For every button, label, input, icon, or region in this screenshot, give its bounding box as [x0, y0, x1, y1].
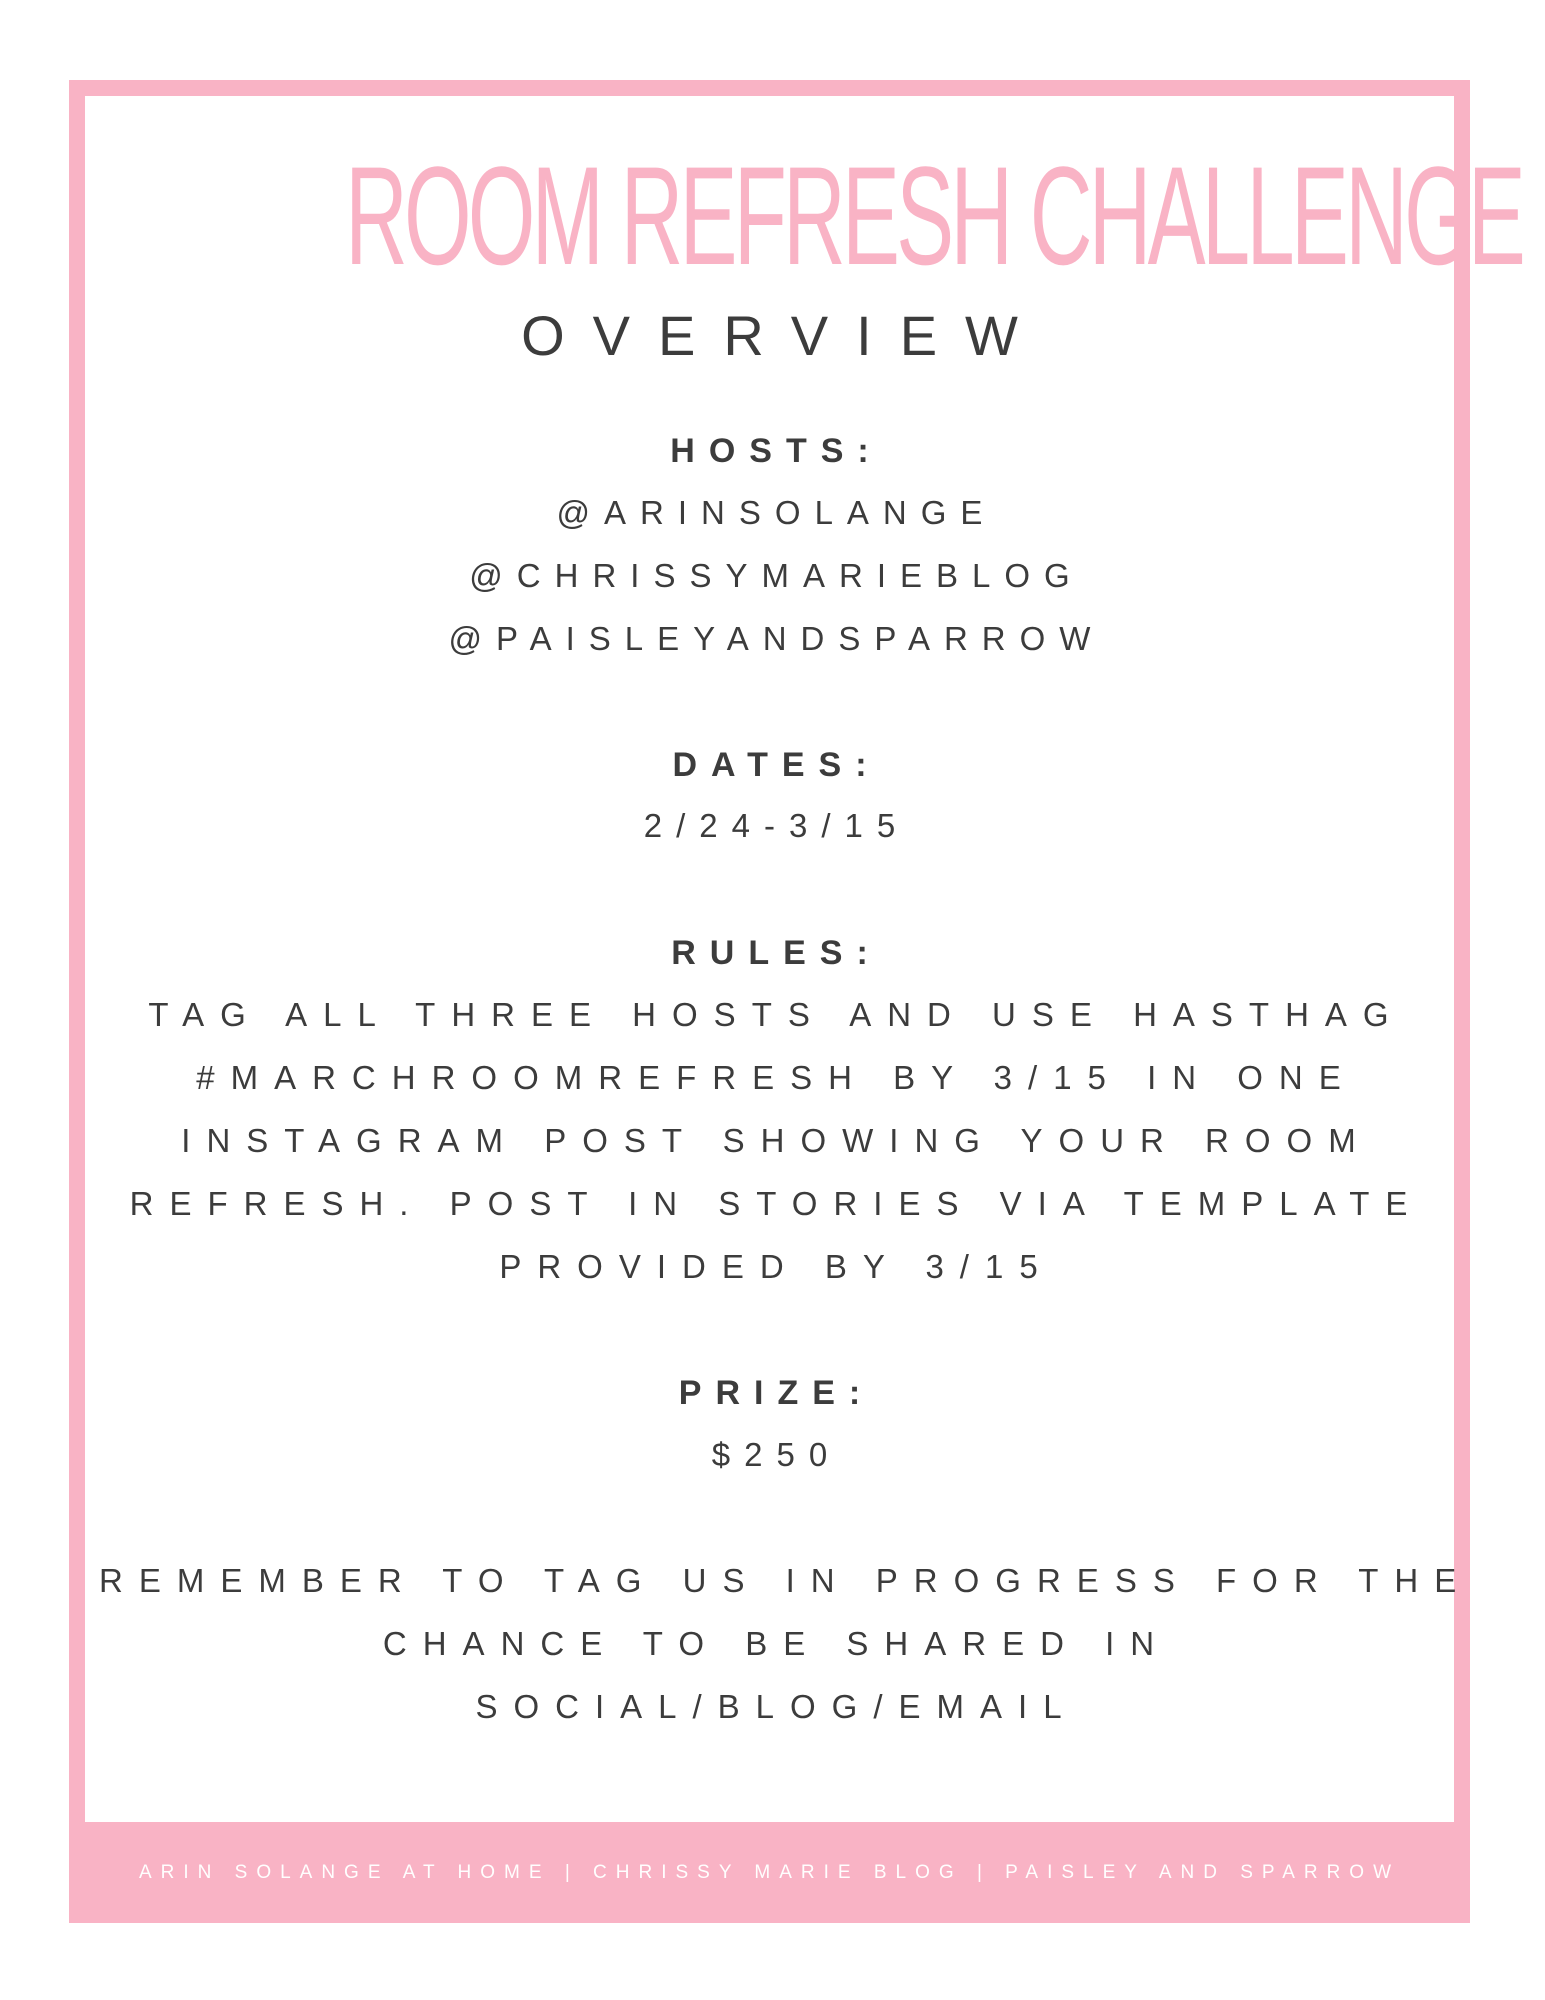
host-item-2: @CHRISSYMARIEBLOG [469, 557, 1084, 594]
dates-value: 2/24-3/15 [643, 807, 910, 844]
rules-line-1: TAG ALL THREE HOSTS AND USE HASTHAG [148, 996, 1405, 1033]
reminder-line-2: CHANCE TO BE SHARED IN [382, 1625, 1171, 1662]
dates-label: DATES: [672, 746, 881, 784]
host-item-3: @PAISLEYANDSPARROW [448, 620, 1105, 657]
hosts-label: HOSTS: [670, 432, 883, 470]
rules-line-4: REFRESH. POST IN STORIES VIA TEMPLATE [129, 1185, 1424, 1222]
rules-label: RULES: [671, 934, 882, 972]
rules-line-2: #MARCHROOMREFRESH BY 3/15 IN ONE [196, 1059, 1357, 1096]
host-item-1: @ARINSOLANGE [556, 494, 997, 531]
footer-band [69, 1822, 1470, 1923]
footer-credits: ARIN SOLANGE AT HOME | CHRISSY MARIE BLOG | PAISLEY AND SPARROW [138, 1861, 1401, 1883]
rules-line-3: INSTAGRAM POST SHOWING YOUR ROOM [181, 1122, 1372, 1159]
reminder-line-1: REMEMBER TO TAG US IN PROGRESS FOR THE [99, 1562, 1473, 1599]
reminder-line-3: SOCIAL/BLOG/EMAIL [475, 1688, 1078, 1725]
rules-line-5: PROVIDED BY 3/15 [499, 1248, 1054, 1285]
page-title: ROOM REFRESH CHALLENGE [345, 137, 1523, 294]
prize-value: $250 [711, 1436, 842, 1473]
subtitle-overview: OVERVIEW [521, 304, 1046, 367]
prize-label: PRIZE: [678, 1374, 875, 1412]
